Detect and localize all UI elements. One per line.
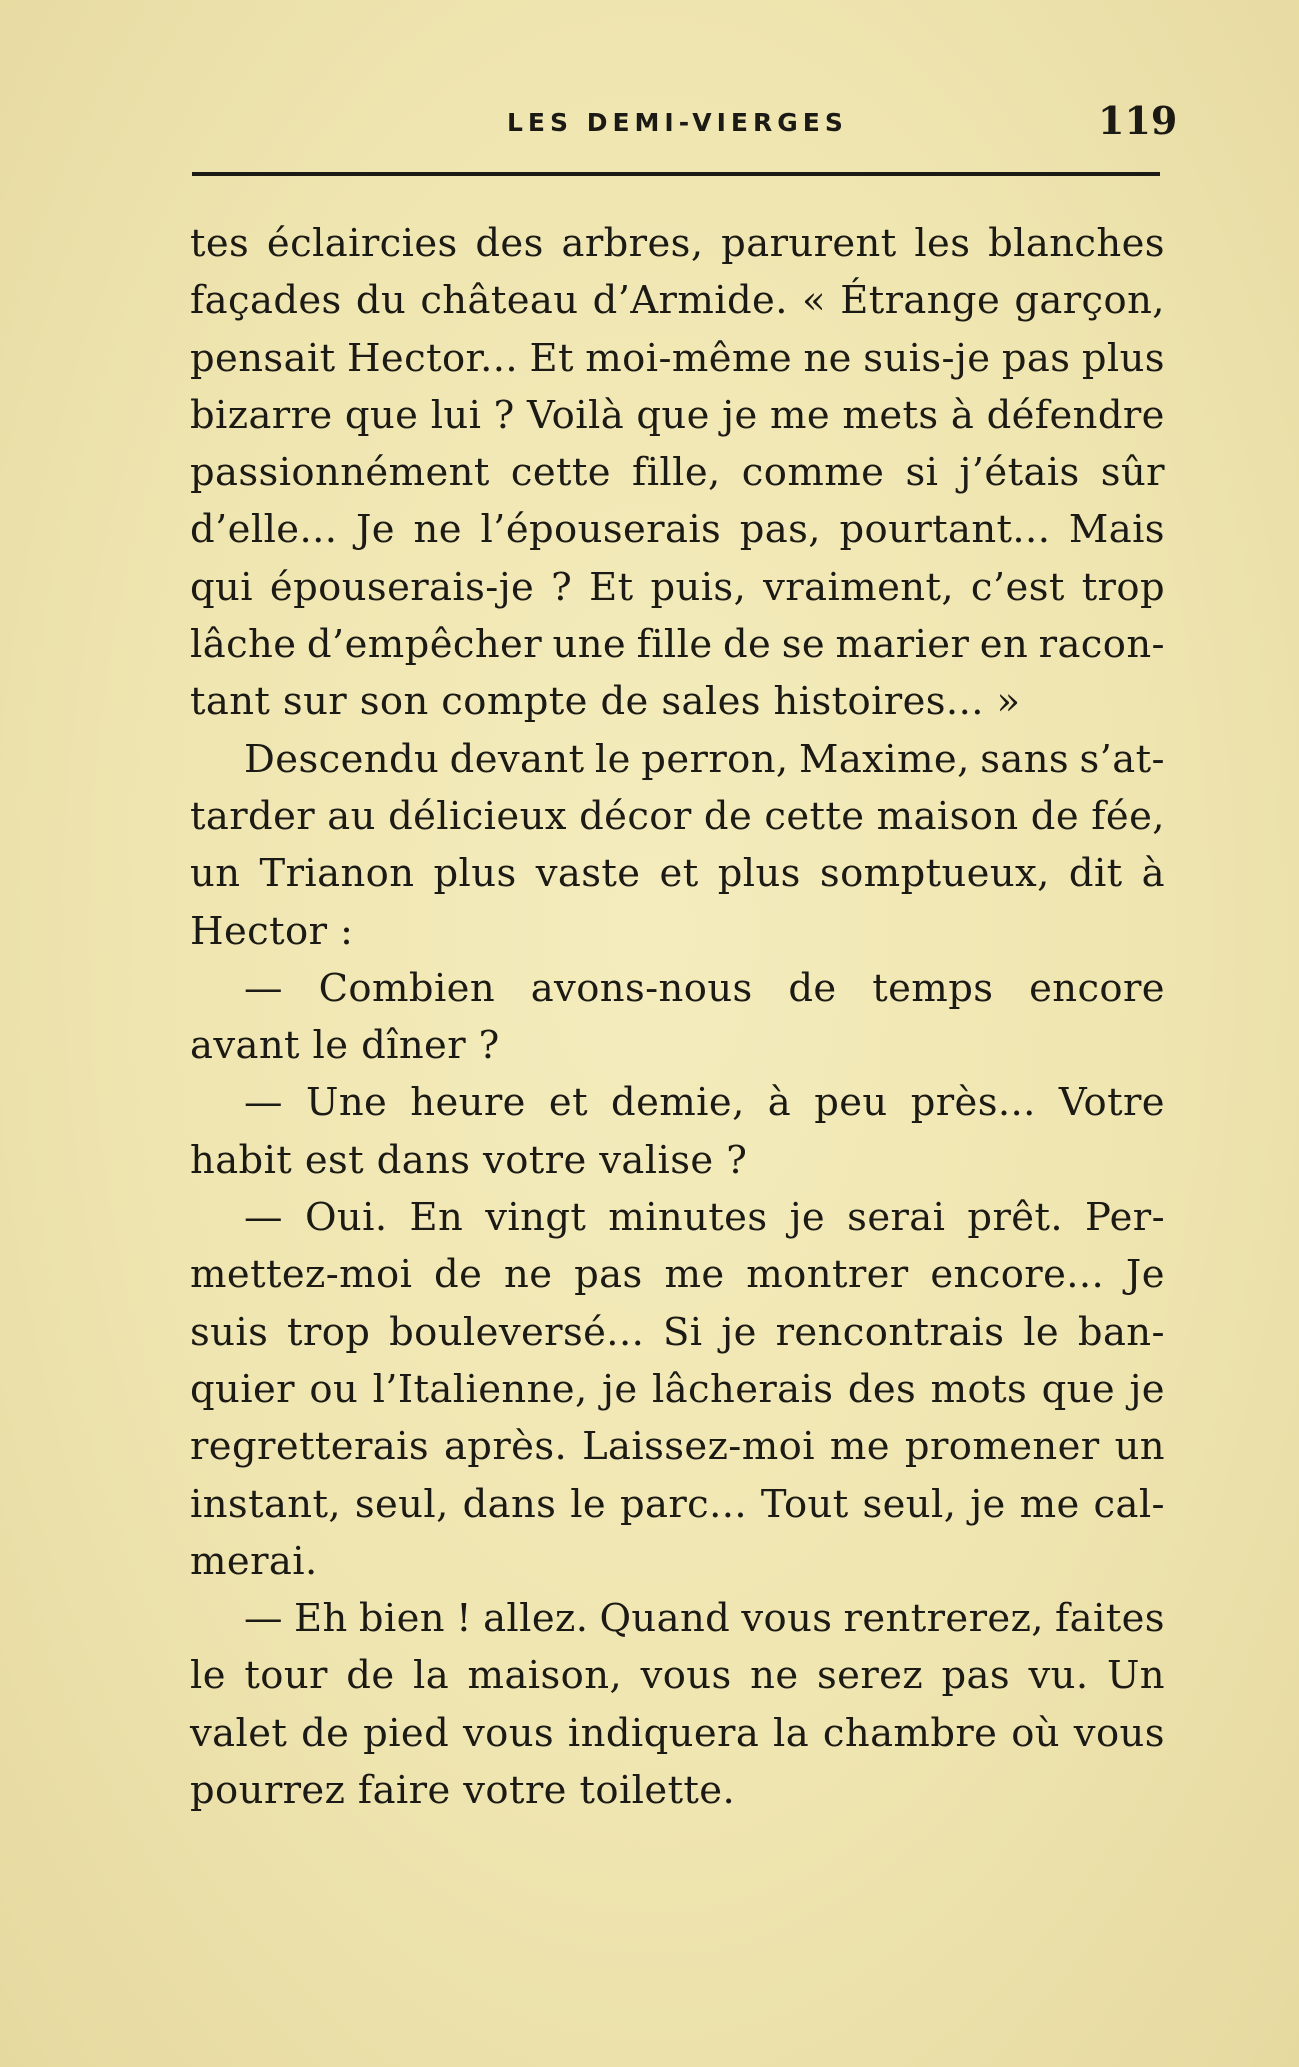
text-line <box>190 731 1165 788</box>
text-word: près... <box>910 1080 1036 1126</box>
text-word: de <box>301 1710 350 1756</box>
text-word: devant <box>449 736 585 782</box>
text-word: s’at- <box>1079 736 1165 782</box>
text-word: je <box>721 1309 757 1355</box>
text-word: cal- <box>1093 1481 1165 1527</box>
text-word: peu <box>814 1080 888 1126</box>
text-word: Trianon <box>259 851 415 897</box>
text-word: des <box>475 221 544 266</box>
text-line <box>190 559 1165 616</box>
text-word: tour <box>244 1653 328 1699</box>
text-word: de <box>1030 793 1080 839</box>
page-number: 119 <box>1098 98 1178 143</box>
text-word: temps <box>872 965 994 1011</box>
text-word: chambre <box>822 1710 998 1756</box>
text-word: que <box>1041 1366 1116 1412</box>
text-word: lui <box>430 392 482 438</box>
text-word: regretterais <box>190 1424 429 1470</box>
text-word: plus <box>717 851 801 897</box>
text-line <box>190 501 1165 558</box>
text-word: blanches <box>988 221 1165 266</box>
text-word: marier <box>835 622 970 668</box>
text-line <box>190 272 1165 329</box>
text-line <box>190 1418 1165 1475</box>
text-word: ne <box>803 335 852 381</box>
text-word: vous <box>640 1653 732 1699</box>
text-word: Maxime, <box>799 736 970 782</box>
text-word: En <box>409 1195 464 1241</box>
text-line: avant le dîner ? <box>190 1023 500 1069</box>
text-word: si <box>905 450 939 496</box>
text-word: Per- <box>1085 1195 1165 1241</box>
text-word: du <box>355 278 407 324</box>
text-word: d’Armide. <box>592 278 788 324</box>
text-line <box>190 1705 1165 1762</box>
text-word: vous <box>1073 1710 1165 1756</box>
text-word: cette <box>764 793 865 839</box>
text-word: indiquera <box>567 1710 760 1756</box>
text-word: je <box>1129 1366 1165 1412</box>
text-word: c’est <box>970 564 1065 610</box>
text-word: — <box>244 965 283 1011</box>
text-line <box>190 616 1165 673</box>
text-word: « <box>802 278 826 324</box>
text-word: le <box>570 1481 607 1527</box>
text-word: un <box>190 851 241 897</box>
text-word: garçon, <box>1014 278 1165 324</box>
text-line <box>190 444 1165 501</box>
text-word: à <box>1141 851 1165 897</box>
text-word: bizarre <box>190 392 333 438</box>
text-word: rencontrais <box>775 1309 1005 1355</box>
text-word: Votre <box>1058 1080 1165 1126</box>
text-word: rentrerez, <box>843 1596 1044 1642</box>
text-word: pas <box>1001 335 1071 381</box>
text-word: cette <box>510 450 611 496</box>
text-word: sans <box>980 736 1070 782</box>
text-line <box>190 788 1165 845</box>
text-word: au <box>327 793 376 839</box>
text-line <box>190 387 1165 444</box>
text-line <box>190 1361 1165 1418</box>
text-line <box>190 1189 1165 1246</box>
text-word: délicieux <box>388 793 567 839</box>
text-word: ne <box>504 1252 553 1298</box>
text-word: pourtant... <box>839 507 1051 553</box>
text-word: me <box>1019 1481 1080 1527</box>
text-word: Hector... <box>346 335 519 381</box>
text-word: me <box>770 392 831 438</box>
text-word: demie, <box>611 1080 745 1126</box>
text-word: une <box>552 622 627 668</box>
text-word: épouserais-je <box>269 564 535 610</box>
text-word: Une <box>305 1080 388 1126</box>
text-word: me <box>664 1252 725 1298</box>
text-word: l’épouserais <box>480 507 722 553</box>
text-word: vaste <box>535 851 641 897</box>
text-word: perron, <box>641 736 789 782</box>
text-word: — <box>244 1195 283 1241</box>
text-word: mets <box>842 392 939 438</box>
header-rule <box>192 172 1160 176</box>
text-word: allez. <box>483 1596 589 1642</box>
text-word: plus <box>433 851 517 897</box>
text-word: ? <box>551 564 573 610</box>
text-word: de <box>346 1653 395 1699</box>
text-word: ou <box>309 1366 359 1412</box>
text-word: fille <box>636 622 713 668</box>
text-word: pied <box>363 1710 450 1756</box>
text-word: seul, <box>354 1481 449 1527</box>
text-word: bouleversé... <box>389 1309 645 1355</box>
text-word: Je <box>1125 1252 1165 1298</box>
text-word: lâche <box>190 622 297 668</box>
text-word: en <box>979 622 1029 668</box>
text-word: pas <box>574 1252 643 1298</box>
text-word: prêt. <box>967 1195 1063 1241</box>
text-word: valet <box>190 1710 288 1756</box>
text-word: après. <box>443 1424 568 1470</box>
text-word: minutes <box>608 1195 768 1241</box>
text-word: où <box>1011 1710 1060 1756</box>
text-word: Laissez-moi <box>582 1424 815 1470</box>
text-word: je <box>970 1481 1006 1527</box>
text-word: je <box>789 1195 826 1241</box>
text-word: dans <box>462 1481 557 1527</box>
text-word: moi-même <box>585 335 793 381</box>
text-word: la <box>413 1653 450 1699</box>
text-word: serai <box>847 1195 946 1241</box>
text-word: décor <box>579 793 692 839</box>
text-word: suis <box>190 1309 269 1355</box>
text-word: ban- <box>1077 1309 1165 1355</box>
text-word: la <box>773 1710 810 1756</box>
text-line <box>190 1647 1165 1704</box>
text-word: — <box>244 1080 283 1126</box>
text-word: ! <box>456 1596 472 1642</box>
text-line <box>190 1476 1165 1533</box>
text-word: encore <box>1029 965 1165 1011</box>
text-word: des <box>847 1366 917 1412</box>
text-word: vous <box>463 1710 555 1756</box>
text-word: Oui. <box>304 1195 388 1241</box>
text-word: promener <box>904 1424 1100 1470</box>
text-word: suis-je <box>863 335 991 381</box>
text-word: trop <box>1081 564 1165 610</box>
text-word: pas <box>941 1653 1011 1699</box>
text-word: pas, <box>739 507 821 553</box>
text-word: heure <box>410 1080 526 1126</box>
text-word: instant, <box>190 1481 341 1527</box>
text-line <box>190 1590 1165 1647</box>
text-word: que <box>636 392 710 438</box>
text-word: — <box>244 1596 283 1642</box>
text-line: habit est dans votre valise ? <box>190 1137 748 1183</box>
text-word: maison <box>876 793 1019 839</box>
text-word: serez <box>816 1653 923 1699</box>
text-word: ne <box>750 1653 799 1699</box>
text-word: vraiment, <box>763 564 954 610</box>
text-word: que <box>344 392 419 438</box>
text-word: faites <box>1055 1596 1165 1642</box>
text-word: arbres, <box>561 221 704 266</box>
text-word: Descendu <box>244 736 440 782</box>
text-word: les <box>914 221 971 266</box>
text-word: somptueux, <box>819 851 1050 897</box>
text-line <box>190 1304 1165 1361</box>
text-word: Mais <box>1068 507 1165 553</box>
text-word: pensait <box>190 335 336 381</box>
text-word: qui <box>190 564 253 610</box>
text-word: je <box>722 392 758 438</box>
text-word: et <box>548 1080 588 1126</box>
text-word: plus <box>1081 335 1165 381</box>
text-word: seul, <box>862 1481 957 1527</box>
text-word: façades <box>190 278 342 324</box>
text-word: château <box>420 278 579 324</box>
text-word: racon- <box>1038 622 1165 668</box>
text-word: me <box>829 1424 890 1470</box>
body-text <box>190 215 1165 1819</box>
text-word: Si <box>663 1309 703 1355</box>
text-word: Combien <box>318 965 496 1011</box>
text-word: mots <box>930 1366 1028 1412</box>
text-word: sûr <box>1100 450 1165 496</box>
text-word: de <box>703 793 753 839</box>
text-word: puis, <box>650 564 747 610</box>
text-word: bien <box>358 1596 445 1642</box>
text-word: maison, <box>467 1653 623 1699</box>
text-word: parurent <box>721 221 897 266</box>
text-word: Quand <box>599 1596 731 1642</box>
text-word: de <box>434 1252 483 1298</box>
text-word: fée, <box>1091 793 1165 839</box>
text-word: le <box>190 1653 226 1699</box>
text-word: parc... <box>619 1481 748 1527</box>
text-word: d’empêcher <box>306 622 543 668</box>
text-word: le <box>1023 1309 1060 1355</box>
text-word: se <box>781 622 826 668</box>
text-word: trop <box>287 1309 371 1355</box>
text-word: comme <box>741 450 885 496</box>
text-word: mettez-moi <box>190 1252 413 1298</box>
text-word: je <box>602 1366 638 1412</box>
text-word: Et <box>589 564 634 610</box>
text-word: quier <box>190 1366 295 1412</box>
text-word: un <box>1114 1424 1165 1470</box>
text-line: tant sur son compte de sales histoires... » <box>190 679 1021 725</box>
text-word: fille, <box>632 450 721 496</box>
text-word: défendre <box>986 392 1165 438</box>
text-word: tarder <box>190 793 316 839</box>
text-word: vu. <box>1028 1653 1089 1699</box>
text-word: dit <box>1068 851 1123 897</box>
text-word: Un <box>1106 1653 1165 1699</box>
text-line <box>190 330 1165 387</box>
text-word: montrer <box>746 1252 909 1298</box>
text-word: passionnément <box>190 450 490 496</box>
text-word: j’étais <box>959 450 1080 496</box>
text-word: éclaircies <box>266 221 458 266</box>
text-word: Voilà <box>527 392 625 438</box>
text-word: Et <box>529 335 574 381</box>
text-word: de <box>723 622 772 668</box>
text-word: Eh <box>294 1596 348 1642</box>
text-word: vingt <box>485 1195 587 1241</box>
text-word: Je <box>355 507 395 553</box>
text-word: encore... <box>930 1252 1105 1298</box>
text-word: ? <box>493 392 515 438</box>
text-line: merai. <box>190 1538 318 1584</box>
text-word: Étrange <box>840 278 1001 324</box>
text-word: de <box>788 965 837 1011</box>
text-line <box>190 1074 1165 1131</box>
text-line <box>190 1246 1165 1303</box>
text-line <box>190 215 1165 272</box>
text-word: l’Italienne, <box>372 1366 588 1412</box>
text-word: ne <box>413 507 462 553</box>
running-title: LES DEMI-VIERGES <box>507 108 848 137</box>
text-word: tes <box>190 221 250 266</box>
text-word: Tout <box>760 1481 849 1527</box>
text-word: d’elle... <box>190 507 338 553</box>
text-line <box>190 845 1165 902</box>
text-word: le <box>594 736 631 782</box>
text-word: et <box>659 851 699 897</box>
text-word: à <box>950 392 975 438</box>
text-word: avons-nous <box>530 965 753 1011</box>
text-word: vous <box>741 1596 833 1642</box>
text-word: à <box>767 1080 792 1126</box>
text-line: Hector : <box>190 908 354 954</box>
text-line: pourrez faire votre toilette. <box>190 1768 736 1814</box>
text-line <box>190 960 1165 1017</box>
text-word: lâcherais <box>651 1366 834 1412</box>
